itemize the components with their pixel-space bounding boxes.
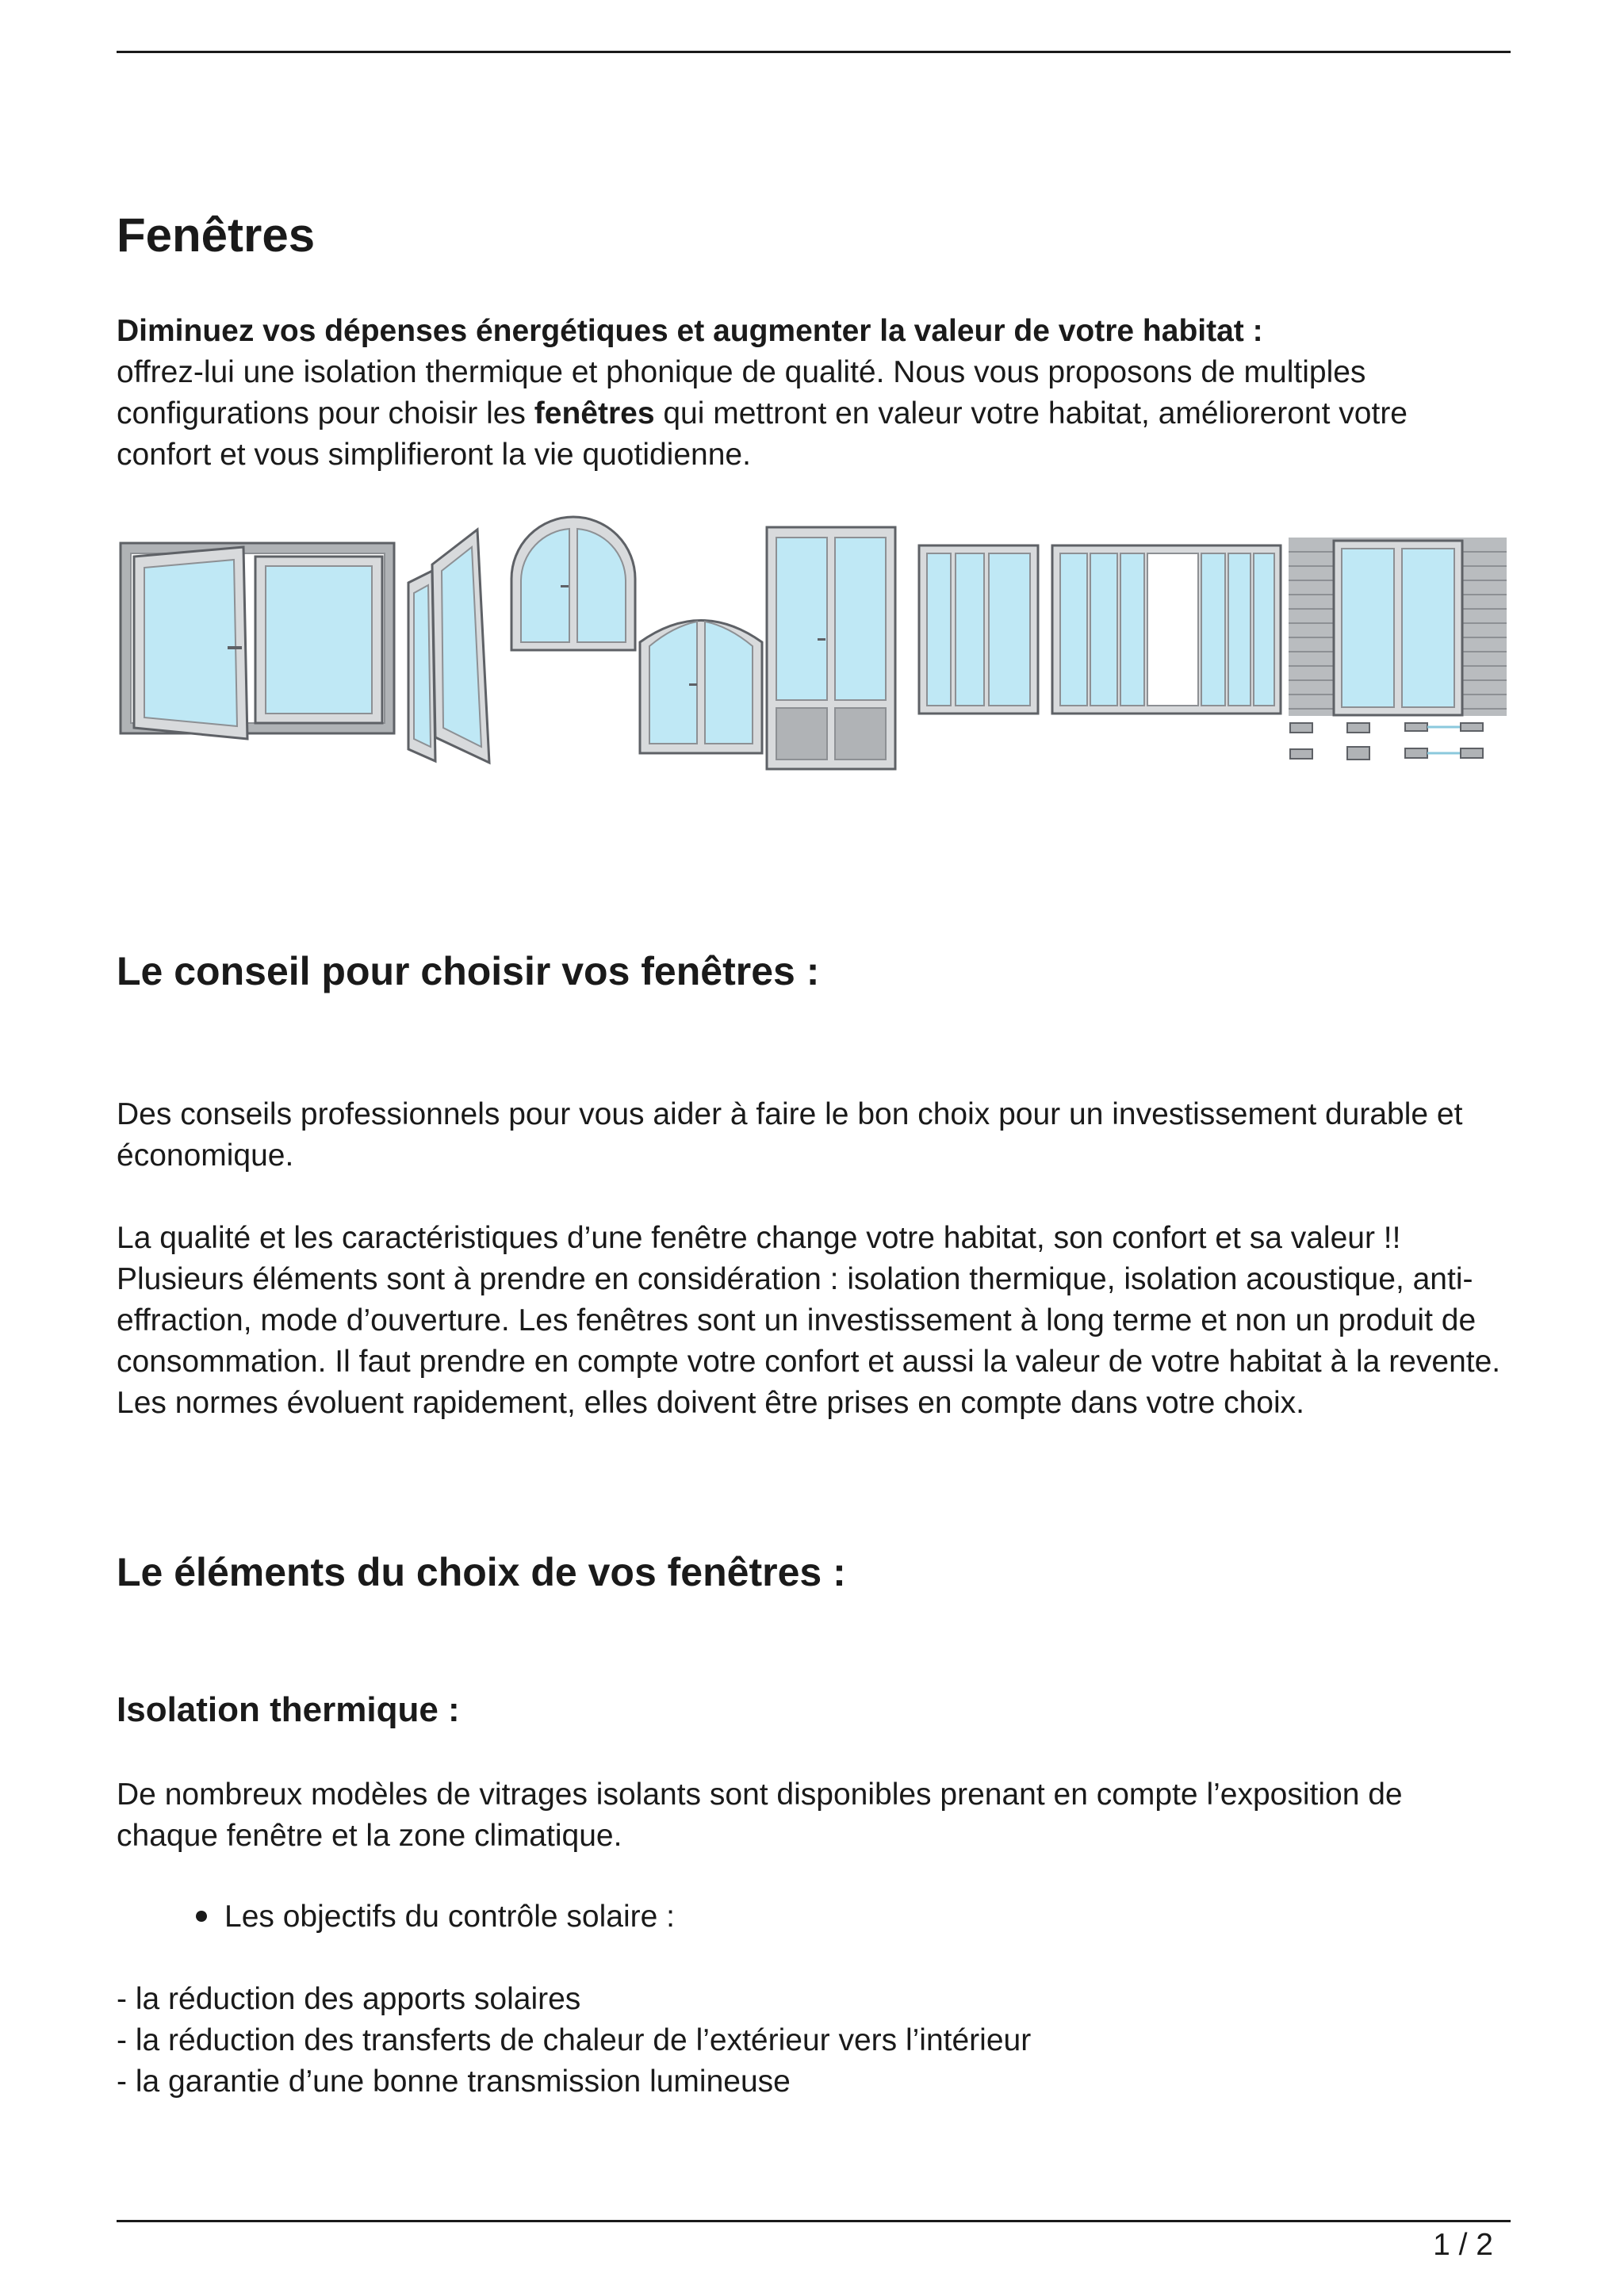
- page-title: Fenêtres: [117, 209, 316, 262]
- window-french-door: [767, 527, 895, 769]
- intro-text-after: qui mettront en valeur votre habitat, amélioreront votre confort et vous simplifieront la vie quotidienne.: [117, 396, 1408, 472]
- footer-rule: [117, 2220, 1511, 2222]
- list-item: - la réduction des apports solaires: [117, 1982, 581, 2016]
- conseil-paragraph-1: Des conseils professionnels pour vous aider à faire le bon choix pour un investissement durable et économique.: [117, 1097, 1463, 1173]
- window-arched-low: [640, 621, 762, 754]
- window-casement-double: [121, 543, 394, 739]
- page-number: 1 / 2: [1433, 2228, 1493, 2262]
- heading-conseil: Le conseil pour choisir vos fenêtres :: [117, 949, 820, 993]
- intro-paragraph: [117, 311, 1511, 476]
- window-arched-high: [511, 517, 635, 650]
- objectives-list: [117, 1979, 1031, 2103]
- intro-text-before: offrez-lui une isolation thermique et phonique de qualité. Nous vous proposons de multiples configurations pour choisir les: [117, 355, 1366, 430]
- intro-text-bold: fenêtres: [534, 396, 655, 430]
- bullet-item: [196, 1896, 675, 1938]
- heading-elements: Le éléments du choix de vos fenêtres :: [117, 1550, 846, 1594]
- windows-illustration: [117, 515, 1511, 777]
- heading-isolation-thermique: Isolation thermique :: [117, 1690, 460, 1729]
- list-item: - la garantie d’une bonne transmission lumineuse: [117, 2064, 791, 2099]
- intro-lead: Diminuez vos dépenses énergétiques et augmenter la valeur de votre habitat :: [117, 314, 1263, 348]
- list-item: - la réduction des transferts de chaleur de l’extérieur vers l’intérieur: [117, 2023, 1032, 2057]
- isolation-paragraph: De nombreux modèles de vitrages isolants sont disponibles prenant en compte l’exposition de chaque fenêtre et la zone climatique.: [117, 1777, 1403, 1853]
- conseil-paragraph-2: La qualité et les caractéristiques d’une fenêtre change votre habitat, son confort et sa valeur !! Plusieurs éléments sont à prendre en considération : isolation thermique, isolation acoustique, anti-effraction, mode d’ouverture. Les fenêtres sont un investissement à long terme et non un produit de consommation. Il faut prendre en compte votre confort et aussi la valeur de votre habitat à la revente. Les normes évoluent rapidement, elles doivent être prises en compte dans votre choix.: [117, 1221, 1501, 1420]
- bullet-text: Les objectifs du contrôle solaire :: [224, 1900, 675, 1934]
- header-rule: [117, 51, 1511, 53]
- window-tilt-open: [408, 530, 489, 763]
- window-in-brick-wall: [1289, 538, 1507, 760]
- window-sliding-wide: [1052, 545, 1281, 714]
- bullet-dot-icon: [196, 1911, 207, 1922]
- window-sliding-small: [919, 545, 1038, 714]
